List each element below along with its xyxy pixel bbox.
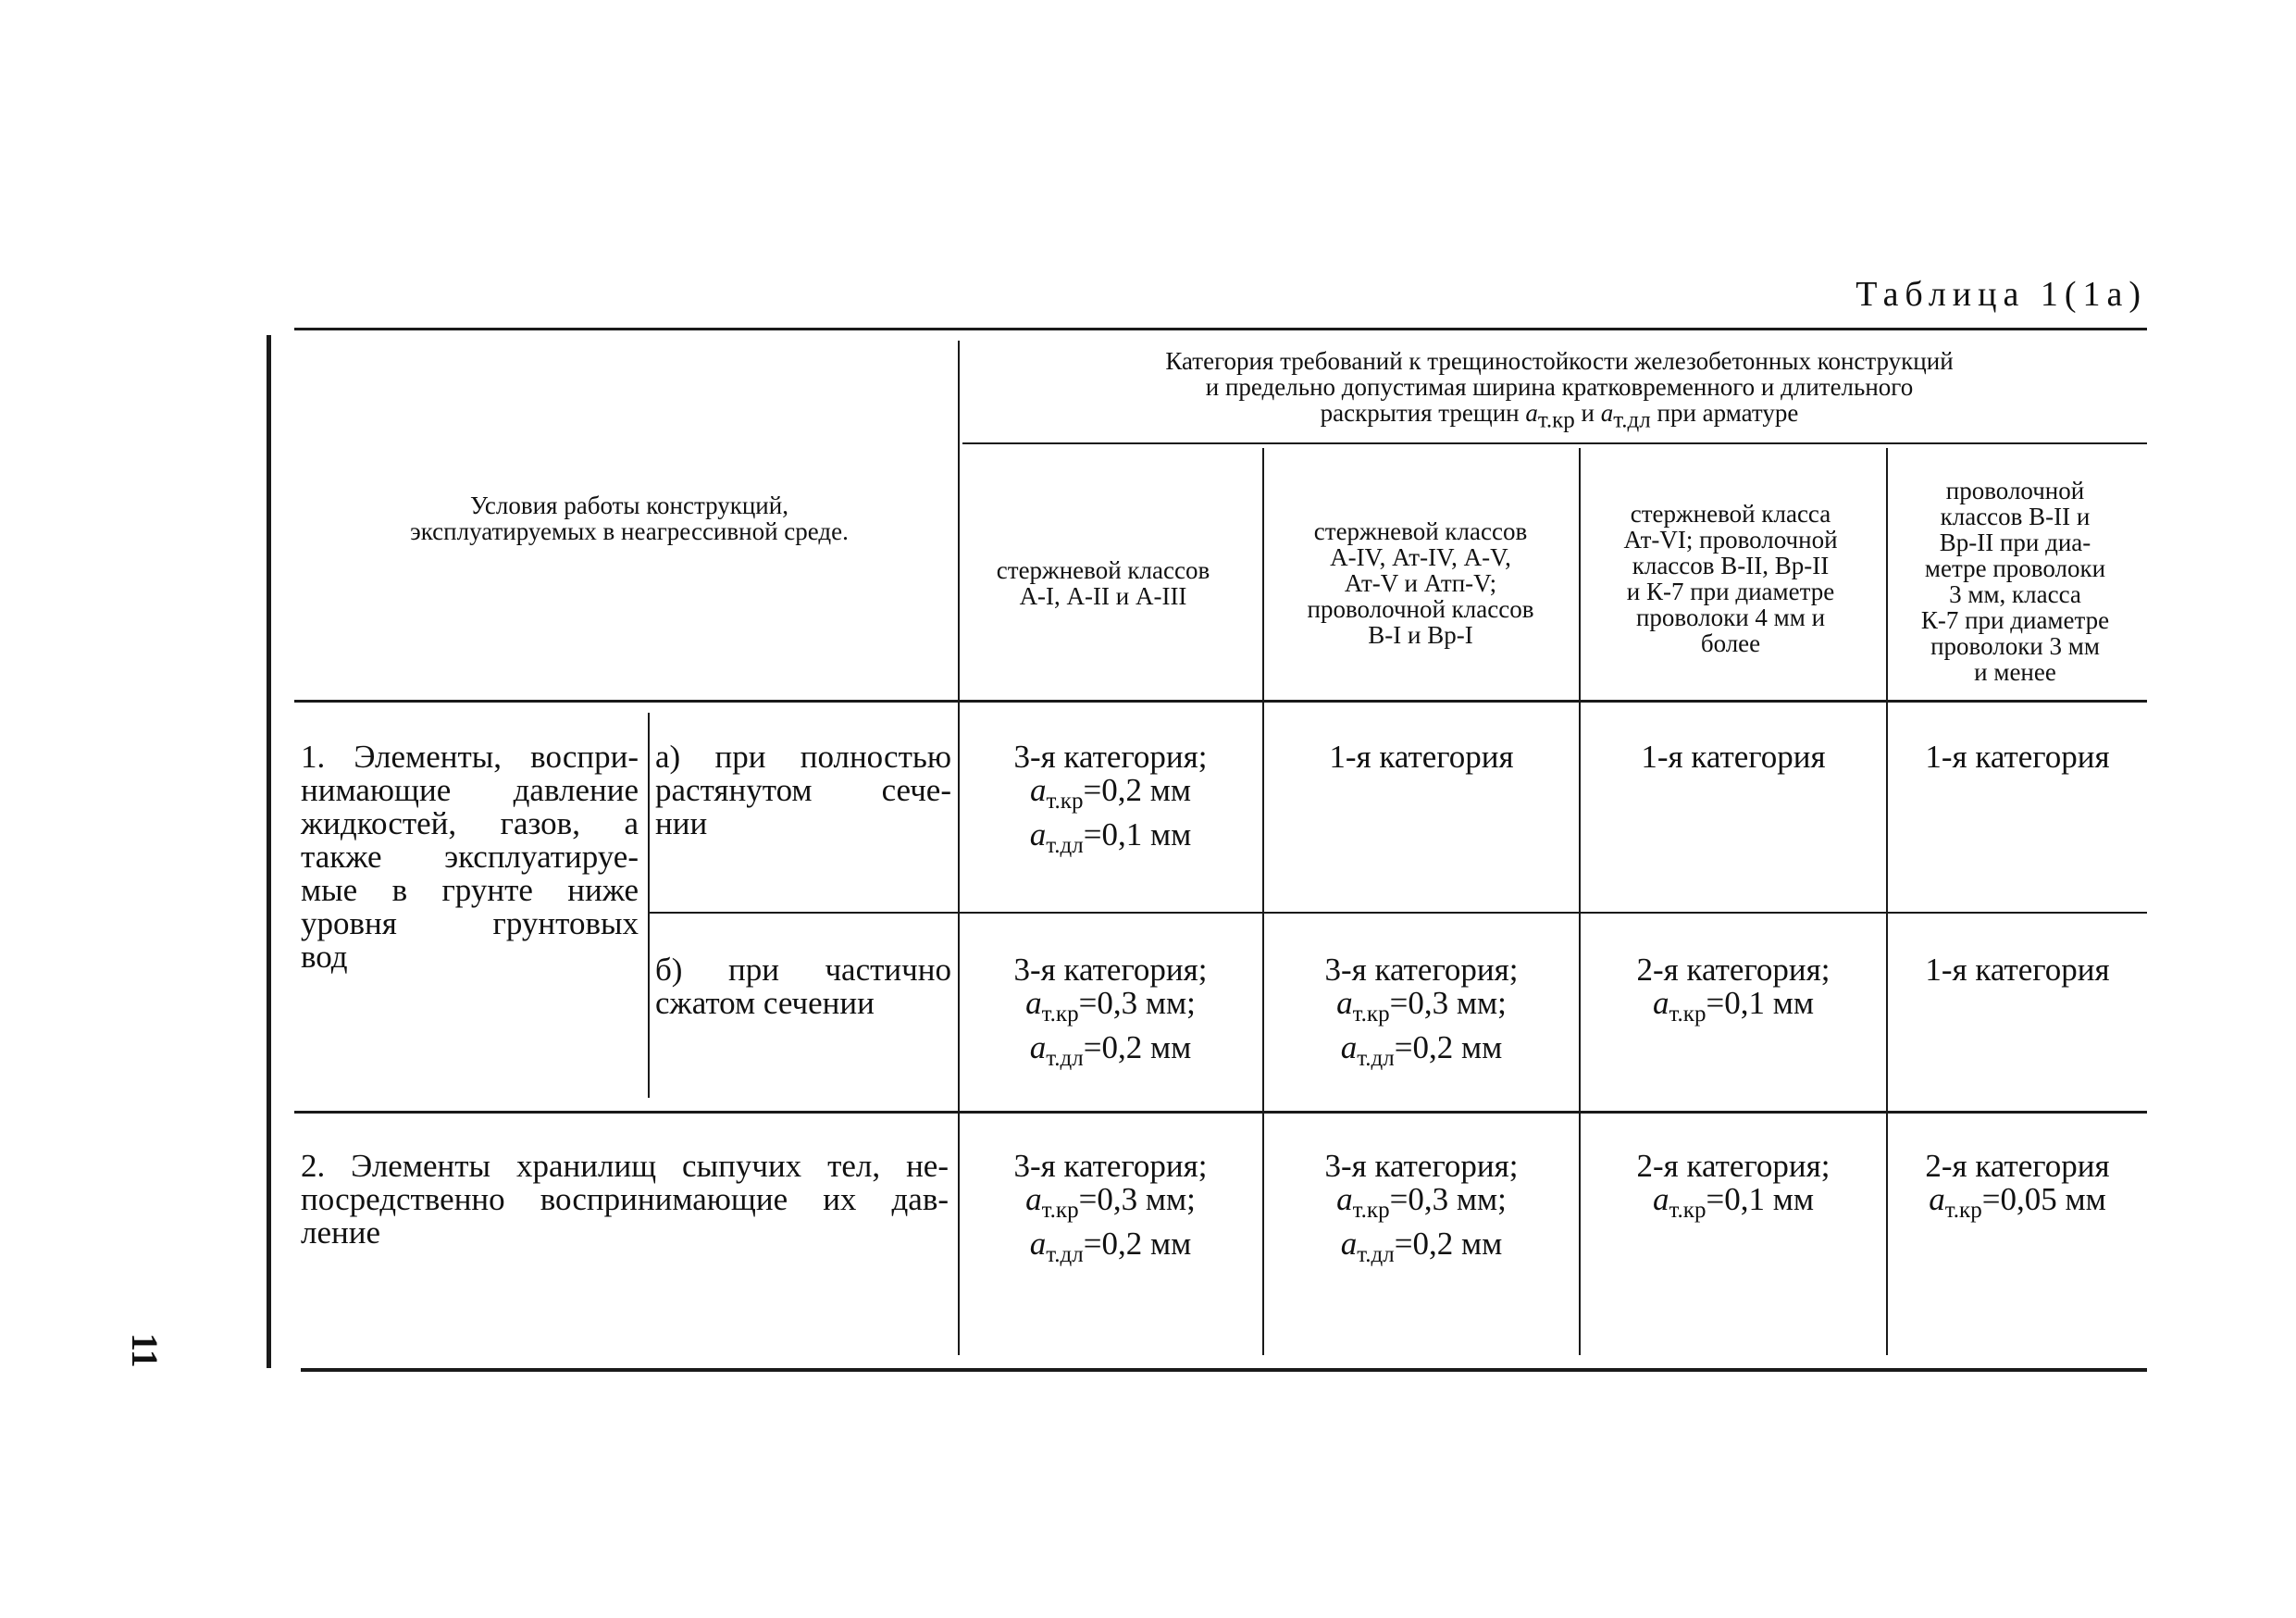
row2-label-line: посредственно воспринимающие их дав-: [301, 1181, 949, 1217]
header-bottom-rule: [294, 700, 2147, 703]
row1a-label-line: нии: [655, 805, 708, 841]
cell-kr-line: [1582, 1183, 1884, 1227]
cell-category: 2-я категория;: [1636, 952, 1831, 988]
header-col-4-line: проволочной: [1945, 477, 2085, 504]
cell-category: 3-я категория;: [1324, 1148, 1519, 1184]
crack-width-symbol: a: [1653, 1181, 1669, 1217]
cell-category: 1-я категория: [1925, 952, 2110, 988]
cell-r1a-c4: [1890, 741, 2145, 774]
cell-kr-line: [962, 774, 1259, 818]
sub-kr: т.кр: [1046, 789, 1084, 814]
header-group-text: раскрытия трещин: [1320, 398, 1520, 427]
header-col-4-line: проволоки 3 мм: [1930, 632, 2100, 660]
table-bottom-rule: [301, 1368, 2147, 1372]
row1-label: [301, 741, 639, 974]
crack-width-symbol: a: [1030, 772, 1047, 808]
cell-kr-value: =0,1 мм: [1706, 985, 1814, 1021]
cell-kr-line: [1890, 1183, 2145, 1227]
row1a-label: [655, 741, 951, 840]
header-col-1-line: А-I, А-II и А-III: [1019, 582, 1187, 610]
row1-label-line: мые в грунте ниже: [301, 872, 639, 908]
header-col-3-line: стержневой класса: [1630, 500, 1831, 528]
crack-width-symbol: a: [1653, 985, 1669, 1021]
row1b-label-line: б) при частично: [655, 952, 951, 988]
row1-label-line: уровня грунтовых: [301, 905, 639, 941]
cell-kr-value: =0,2 мм: [1083, 772, 1191, 808]
sub-kr: т.кр: [1041, 1198, 1079, 1223]
cell-r2-c1: [962, 1150, 1259, 1272]
header-col-3-line: проволоки 4 мм и: [1635, 604, 1826, 631]
group-header-rule: [962, 442, 2147, 444]
row1a-label-line: а) при полностью: [655, 739, 951, 775]
header-conditions-line: эксплуатируемых в неагрессивной среде.: [410, 517, 849, 545]
table-top-rule: [294, 328, 2147, 330]
cell-kr-value: =0,05 мм: [1981, 1181, 2106, 1217]
cell-kr-line: [1582, 987, 1884, 1031]
row2-label-line: ление: [301, 1214, 380, 1251]
cell-kr-line: [1266, 1183, 1577, 1227]
cell-r1b-c1: [962, 953, 1259, 1076]
cell-kr-value: =0,3 мм;: [1389, 1181, 1507, 1217]
row1-label-line: нимающие давление: [301, 772, 639, 808]
header-col-3: [1582, 491, 1879, 666]
row1-label-line: 1. Элементы, воспри-: [301, 739, 639, 775]
sub-dl: т.дл: [1613, 407, 1651, 433]
cell-kr-value: =0,1 мм: [1706, 1181, 1814, 1217]
cell-dl-line: [1266, 1031, 1577, 1076]
cell-r2-c4: [1890, 1150, 2145, 1227]
cell-r1b-c3: [1582, 953, 1884, 1031]
header-col-2-line: А-IV, Ат-IV, А-V,: [1330, 543, 1511, 571]
row1-bottom-rule: [294, 1111, 2147, 1114]
left-margin-rule: [267, 335, 271, 1368]
header-col-2: [1268, 509, 1573, 657]
header-col-4-line: Вр-II при диа-: [1939, 529, 2091, 556]
sub-kr: т.кр: [1352, 1002, 1390, 1027]
col-divider-4: [1886, 448, 1888, 1355]
cell-r1b-c2: [1266, 953, 1577, 1076]
sub-kr: т.кр: [1669, 1002, 1706, 1027]
row1b-label-line: сжатом сечении: [655, 985, 875, 1021]
cell-dl-value: =0,2 мм: [1394, 1226, 1503, 1262]
header-col-4-line: К-7 при диаметре: [1920, 606, 2110, 634]
cell-r1a-c2: [1266, 741, 1577, 774]
crack-width-symbol: a: [1525, 398, 1538, 427]
cell-r2-c3: [1582, 1150, 1884, 1227]
sub-dl: т.дл: [1357, 1046, 1395, 1071]
header-col-4-line: 3 мм, класса: [1949, 580, 2081, 608]
sub-dl: т.дл: [1357, 1242, 1395, 1267]
sub-dl: т.дл: [1046, 1046, 1084, 1071]
header-col-2-line: В-I и Вр-I: [1368, 621, 1473, 649]
cell-category: 1-я категория: [1329, 739, 1514, 775]
cell-dl-value: =0,2 мм: [1394, 1029, 1503, 1065]
header-group: [962, 344, 2156, 437]
crack-width-symbol: a: [1336, 985, 1353, 1021]
header-col-4-line: классов В-II и: [1940, 503, 2091, 530]
sub-kr: т.кр: [1352, 1198, 1390, 1223]
sub-kr: т.кр: [1944, 1198, 1982, 1223]
sub-kr: т.кр: [1041, 1002, 1079, 1027]
row1-label-line: жидкостей, газов, а: [301, 805, 639, 841]
cell-kr-value: =0,3 мм;: [1078, 1181, 1196, 1217]
row1a-label-line: растянутом сече-: [655, 772, 951, 808]
cell-category: 3-я категория;: [1013, 952, 1208, 988]
header-col-3-line: более: [1700, 629, 1761, 657]
table-title: Таблица 1(1а): [1855, 275, 2147, 314]
cell-kr-line: [962, 987, 1259, 1031]
cell-category: 3-я категория;: [1324, 952, 1519, 988]
header-col-4-line: и менее: [1974, 658, 2056, 686]
cell-dl-line: [962, 1031, 1259, 1076]
crack-width-symbol: a: [1340, 1226, 1358, 1262]
row1-label-line: вод: [301, 939, 348, 975]
cell-category: 3-я категория;: [1013, 1148, 1208, 1184]
header-col-2-line: стержневой классов: [1313, 517, 1528, 545]
crack-width-symbol: a: [1025, 1181, 1042, 1217]
header-group-line: и предельно допустимая ширина кратковременного и длительного: [1205, 372, 1914, 401]
sub-dl: т.дл: [1046, 1242, 1084, 1267]
crack-width-symbol: a: [1929, 1181, 1945, 1217]
crack-width-symbol: a: [1029, 1029, 1047, 1065]
cell-kr-line: [1266, 987, 1577, 1031]
cell-dl-line: [962, 818, 1259, 863]
header-col-3-line: Ат-VI; проволочной: [1623, 526, 1838, 554]
col-divider-2: [1262, 448, 1264, 1355]
crack-width-symbol: a: [1340, 1029, 1358, 1065]
cell-category: 1-я категория: [1641, 739, 1826, 775]
cell-kr-line: [962, 1183, 1259, 1227]
header-conditions-line: Условия работы конструкций,: [470, 492, 788, 519]
cell-category: 2-я категория: [1925, 1148, 2110, 1184]
cell-dl-line: [962, 1227, 1259, 1272]
crack-width-symbol: a: [1336, 1181, 1353, 1217]
cell-r2-c2: [1266, 1150, 1577, 1272]
page-number: 11: [124, 1333, 166, 1368]
header-group-tail: при арматуре: [1657, 398, 1799, 427]
header-col-4-line: метре проволоки: [1924, 554, 2106, 582]
header-col-2-line: проволочной классов: [1307, 595, 1534, 623]
cell-dl-value: =0,2 мм: [1083, 1029, 1192, 1065]
cell-kr-value: =0,3 мм;: [1078, 985, 1196, 1021]
row1-divider-rule: [648, 912, 2147, 914]
header-col-1: [964, 546, 1242, 620]
cell-dl-value: =0,2 мм: [1083, 1226, 1192, 1262]
cell-category: 1-я категория: [1925, 739, 2110, 775]
row1b-label: [655, 953, 951, 1020]
col-divider-1: [958, 341, 960, 1355]
subrow-divider: [648, 713, 650, 1098]
cell-category: 3-я категория;: [1013, 739, 1208, 775]
header-col-2-line: Ат-V и Атп-V;: [1344, 569, 1497, 597]
cell-r1b-c4: [1890, 953, 2145, 987]
cell-dl-line: [1266, 1227, 1577, 1272]
crack-width-symbol: a: [1600, 398, 1614, 427]
header-col-4: [1893, 470, 2138, 692]
cell-r1a-c3: [1582, 741, 1884, 774]
header-conditions: [305, 491, 953, 546]
header-col-3-line: и К-7 при диаметре: [1626, 578, 1835, 605]
cell-dl-value: =0,1 мм: [1083, 816, 1192, 853]
row2-label-line: 2. Элементы хранилищ сыпучих тел, не-: [301, 1148, 949, 1184]
crack-width-symbol: a: [1029, 1226, 1047, 1262]
sub-dl: т.дл: [1046, 833, 1084, 858]
crack-width-symbol: a: [1025, 985, 1042, 1021]
cell-kr-value: =0,3 мм;: [1389, 985, 1507, 1021]
header-group-line-3: [1321, 400, 1799, 433]
header-group-line: Категория требований к трещиностойкости железобетонных конструкций: [1165, 346, 1954, 375]
row1-label-line: также эксплуатируе-: [301, 839, 639, 875]
sub-kr: т.кр: [1669, 1198, 1706, 1223]
and-word: и: [1581, 398, 1595, 427]
col-divider-3: [1579, 448, 1581, 1355]
row2-label: [301, 1150, 949, 1250]
crack-width-symbol: a: [1029, 816, 1047, 853]
cell-r1a-c1: [962, 741, 1259, 863]
sub-kr: т.кр: [1537, 407, 1575, 433]
header-col-1-line: стержневой классов: [996, 556, 1210, 584]
cell-category: 2-я категория;: [1636, 1148, 1831, 1184]
header-col-3-line: классов В-II, Вр-II: [1632, 552, 1830, 579]
